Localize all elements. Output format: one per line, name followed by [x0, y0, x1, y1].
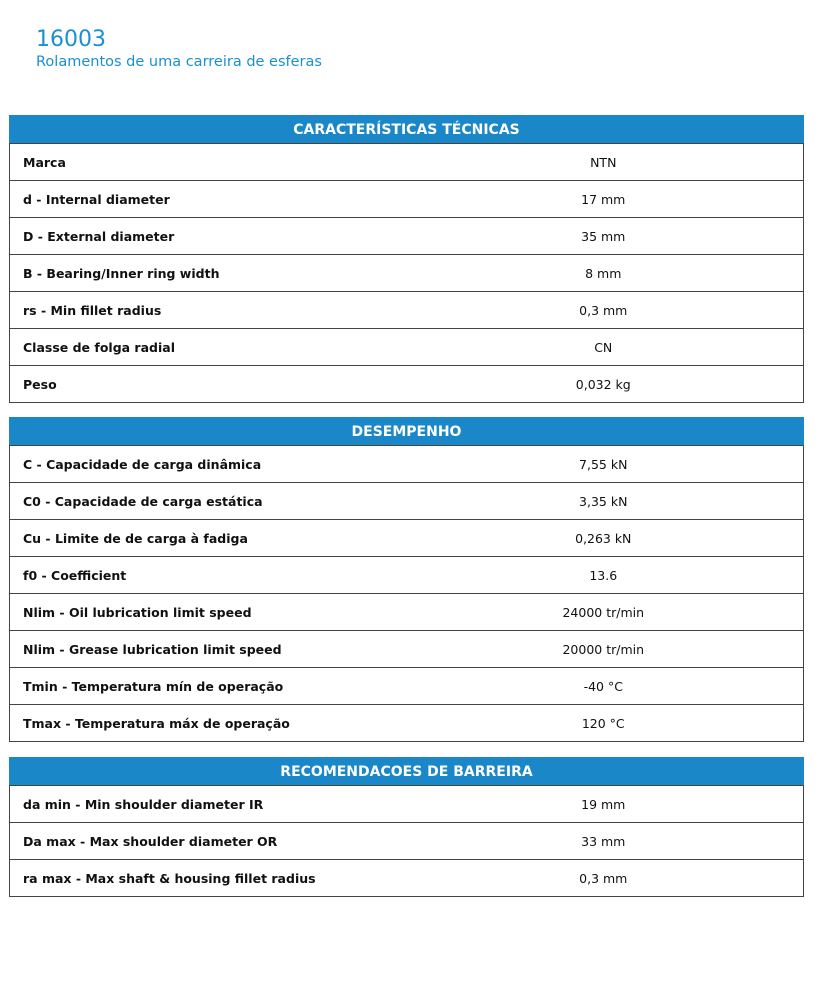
table-row: [10, 181, 804, 218]
row-value: 0,3 mm: [404, 292, 804, 329]
row-label: C0 - Capacidade de carga estática: [10, 483, 404, 520]
row-label: f0 - Coefficient: [10, 557, 404, 594]
row-label: D - External diameter: [10, 218, 404, 255]
table-row: [10, 594, 804, 631]
row-label: B - Bearing/Inner ring width: [10, 255, 404, 292]
row-label: Tmax - Temperatura máx de operação: [10, 705, 404, 742]
table-row: [10, 668, 804, 705]
table-row: [10, 366, 804, 403]
row-value: 13.6: [404, 557, 804, 594]
section-barrier-recommendations: [9, 757, 804, 897]
row-value: 3,35 kN: [404, 483, 804, 520]
product-title: 16003: [36, 27, 106, 52]
row-label: Peso: [10, 366, 404, 403]
section-title: RECOMENDACOES DE BARREIRA: [9, 757, 804, 785]
row-value: 0,3 mm: [404, 860, 804, 897]
row-value: 0,032 kg: [404, 366, 804, 403]
table-row: [10, 144, 804, 181]
row-label: rs - Min fillet radius: [10, 292, 404, 329]
table-row: [10, 218, 804, 255]
row-value: 33 mm: [404, 823, 804, 860]
row-value: 8 mm: [404, 255, 804, 292]
spec-table: [9, 445, 804, 742]
row-value: 35 mm: [404, 218, 804, 255]
table-row: [10, 631, 804, 668]
spec-table: [9, 785, 804, 897]
table-row: [10, 823, 804, 860]
row-value: 24000 tr/min: [404, 594, 804, 631]
table-row: [10, 329, 804, 366]
table-row: [10, 860, 804, 897]
row-label: Cu - Limite de de carga à fadiga: [10, 520, 404, 557]
table-row: [10, 292, 804, 329]
row-value: 17 mm: [404, 181, 804, 218]
row-value: -40 °C: [404, 668, 804, 705]
table-row: [10, 446, 804, 483]
row-value: 0,263 kN: [404, 520, 804, 557]
section-title: DESEMPENHO: [9, 417, 804, 445]
section-title: CARACTERÍSTICAS TÉCNICAS: [9, 115, 804, 143]
row-label: Da max - Max shoulder diameter OR: [10, 823, 404, 860]
row-value: 19 mm: [404, 786, 804, 823]
section-technical-characteristics: [9, 115, 804, 403]
row-label: Classe de folga radial: [10, 329, 404, 366]
table-row: [10, 786, 804, 823]
row-label: Nlim - Grease lubrication limit speed: [10, 631, 404, 668]
table-row: [10, 483, 804, 520]
row-label: Tmin - Temperatura mín de operação: [10, 668, 404, 705]
row-label: da min - Min shoulder diameter IR: [10, 786, 404, 823]
row-label: d - Internal diameter: [10, 181, 404, 218]
row-label: Nlim - Oil lubrication limit speed: [10, 594, 404, 631]
spec-table: [9, 143, 804, 403]
row-value: 7,55 kN: [404, 446, 804, 483]
row-value: 120 °C: [404, 705, 804, 742]
table-row: [10, 557, 804, 594]
table-row: [10, 520, 804, 557]
row-label: Marca: [10, 144, 404, 181]
row-label: ra max - Max shaft & housing fillet radius: [10, 860, 404, 897]
product-subtitle: Rolamentos de uma carreira de esferas: [36, 54, 322, 70]
row-label: C - Capacidade de carga dinâmica: [10, 446, 404, 483]
table-row: [10, 705, 804, 742]
row-value: CN: [404, 329, 804, 366]
table-row: [10, 255, 804, 292]
section-performance: [9, 417, 804, 742]
row-value: NTN: [404, 144, 804, 181]
row-value: 20000 tr/min: [404, 631, 804, 668]
product-header: [36, 27, 322, 71]
